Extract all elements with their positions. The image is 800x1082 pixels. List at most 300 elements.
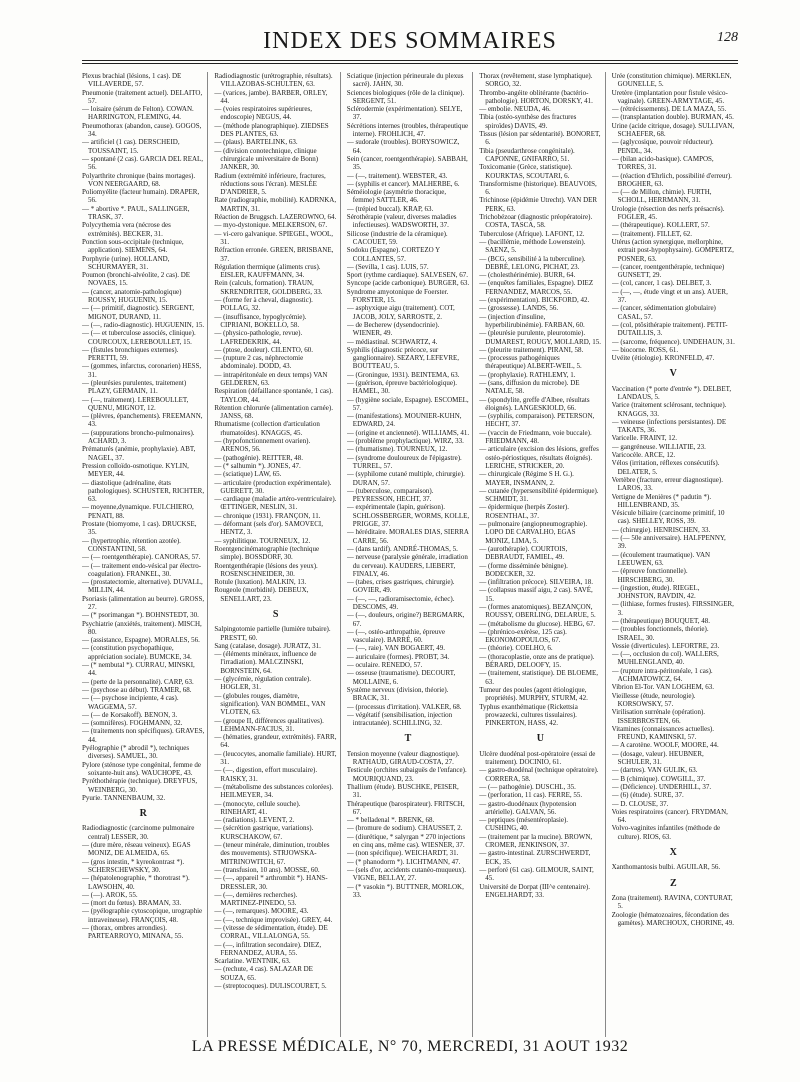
index-entry: Varice (traitement sclérosant, technique). KNAGGS, 33. [611,401,727,418]
index-entry: — (—, traitement). WEBSTER, 43. [346,171,448,180]
index-entry: — (traitements non spécifiques). GRAVES, 44. [82,727,205,744]
index-entry: Pneumonie (traitement actuel). DELAITO, 57. [82,88,203,105]
index-entry: — (rétrécissements). DE LA MAZA, 55. [611,105,727,114]
index-entry: Transformisme (historique). BEAUVOIS, 6. [479,179,597,197]
header-rule [82,60,738,61]
index-entry: Régulation thermique (aliments crus). EISLER, KAUFFMANN, 34. [214,262,321,280]
index-entry: Vertigne de Menières (* padutin *). HILLENBRAND, 35. [611,492,712,509]
index-entry: — (6) (étude). SURE, 37. [611,791,684,800]
index-entry: — (traitement). FILLET, 62. [611,229,692,238]
index-entry: — (cancer, roentgenthérapie, technique) GUNSETT, 29. [611,262,725,280]
index-entry: — (psychose au début). TRAMER, 68. [82,685,192,694]
index-entry: Uretère (implantation pour fistule vésico-vaginale). GREEN-ARMYTAGE, 45. [611,88,728,105]
index-entry: Prostate (biomyome, 1 cas). DRUCKSE, 35. [82,520,197,537]
index-entry: — (forme disséminée bénigne). BODECKER, 32. [479,561,568,578]
index-entry: Pression colloïdo-osmotique. KYLIN, MEYER, 44. [82,461,189,479]
index-entry: Thorax (revêtement, stase lymphatique). SORGO, 32. [479,72,593,89]
index-entry: — (prophylaxie). RATHLEMY, 1. [479,370,576,379]
index-entry: — (thérapeutique). KOLLERT, 57. [611,221,710,230]
index-entry: — (— de Korsakoff). BENON, 3. [82,710,178,719]
index-entry: — (streptocoques). DULISCOURET, 5. [214,982,327,991]
index-entry: — (expérimentation). BICKFORD, 42. [479,296,590,305]
index-entry: Scarlatine. WENTNIK, 63. [214,957,291,966]
index-entry: — (syphilome cutané multiple, chirurgie). DURAN, 57. [346,470,465,487]
index-entry: — (— roentgenthérapie). CANORAS, 57. [82,553,201,562]
index-entry: Sodoku (Espagne). CORTEZO Y COLLANTES, 57. [346,246,440,263]
index-entry: — (sels d'or, accidents cutanéo-muqueux). VIGNE, BELLAY, 27. [346,865,466,883]
index-entry: — gastro-duodénaux (hypotension artérielle). GALVAN, 56. [479,799,577,816]
index-entry: — (collapsus massif aigu, 2 cas). SAVÉ, 15. [479,586,593,603]
index-entry: — (cholesthérinémie). BURR, 64. [479,271,576,280]
index-entry: — (thoracoplastie, onze ans de pratique). BÉRARD, DELOOFY, 15. [479,652,595,670]
index-entry: — gastro-duodénal (technique opératoire). CORRERA, 58. [479,766,599,783]
index-entry: Thrombo-angéite oblitérante (bactério-pathologie). HORTON, DORSKY, 41. [479,88,593,105]
index-entry: — (physico-pathologie, revue). LAFREDEKRIK, 44. [214,329,303,346]
index-entry: Varicelle. FRAINT, 12. [611,434,677,443]
index-entry: — (infiltration précoce). SILVEIRA, 18. [479,578,594,587]
index-title: INDEX DES SOMMAIRES [263,28,557,54]
index-entry: Rotule (luxation). MALKIN, 13. [214,578,307,587]
index-entry: Rétention chlorurée (alimentation carnée). JANSS, 68. [214,403,333,421]
index-entry: — veineuse (infections persistantes). DE TAKATS, 36. [611,417,727,435]
index-entry: — (phrénico-exérèse, 125 cas). EKONOMOPOULOS, 67. [479,627,567,645]
index-entry: Sérothérapie (valeur, diverses maladies infectieuses). WADSWORTH, 37. [346,213,457,230]
index-entry: Vésicule biliaire (carcinome primitif, 10 cas). SHELLEY, ROSS, 39. [611,509,725,526]
index-entry: — (gros intestin, * kyreokontrast *). SCHERSCHEWSKY, 30. [82,857,185,874]
index-entry: — (—, appareil * arthrombit *). HANS-DRESSLER, 30. [214,874,328,891]
index-entry: — (transplantation double). BURMAN, 45. [611,113,734,122]
index-entry: — spontané (2 cas). GARCIA DEL REAL, 56. [82,154,204,172]
index-entry: — cardiaque (maladie artéro-ventriculaire). ŒTTINGER, NESLIN, 31. [214,495,337,512]
index-entry: — (— de Millon, chimie). FURTH, SCHOLL, HERRMANN, 31. [611,188,712,205]
index-entry: — moyenne,dynamique. FULCHIERO, PENATI, 88. [82,503,194,520]
index-entry: Tension moyenne (valeur diagnostique). RATHAUD, GIRAUD-COSTA, 27. [346,749,460,767]
index-entry: — peptiques (mésentéroplasie). CUSHING, 40. [479,816,569,833]
index-entry: — chronique (1931). FRANÇON, 11. [214,511,321,520]
index-entry: — (suppurations broncho-pulmonaires). ACHARD, 3. [82,428,195,446]
index-entry: — (perte de la personnalité). CARP, 63. [82,677,194,686]
index-entry: — vi-cero galvanique. SPIEGEL, WOOL, 31. [214,229,334,246]
index-entry: — (BCG, sensibilité à la tuberculine). DEBRÉ, LELONG, PICHAT, 23. [479,254,586,271]
index-columns [82,72,738,1037]
index-entry: — (—, raie). VAN BOGAERT, 49. [346,644,445,653]
index-entry: — (—, —, étude vingt et un ans). AUER, 37. [611,287,728,305]
index-entry: Vitamines (connaissances actuelles). FREUND, KAMINSKI, 57. [611,724,714,742]
index-entry: — myo-dystonique. MELKERSON, 67. [214,221,328,230]
index-entry: — asphyxique aigu (traitement). COT, JACOB, JOLY, SARROSTE, 2. [346,304,455,321]
index-entry: Sciences biologiques (rôle de la clinique). SERGENT, 51. [346,88,465,105]
index-entry: — (—, digestion, effort musculaire). RAISKY, 31. [214,766,318,783]
index-entry: — (aurothérapie). COURTOIS, DEBRAUDT, FAMIEL, 49. [479,544,568,562]
index-entry: Rougeole (morbidité). DEBEUX, SENELLART, 23. [214,586,309,603]
index-entry: Pyurie. TANNENBAUM, 32. [82,793,166,802]
index-entry: Urologie (résection des nerfs présacrés). FOGLER, 45. [611,204,725,222]
index-entry: Pneumothorax (abandon, cause). GOGOS, 34. [82,121,202,139]
index-entry: Volvo-vaginites infantiles (méthode de culture). RIOS, 63. [611,824,721,841]
index-entry: Psychiatrie (anxiétés, traitement). MISCH, 80. [82,619,202,636]
index-column-4 [479,72,605,1037]
index-entry: — biocorne. ROSS, 61. [611,345,679,354]
journal-footer: LA PRESSE MÉDICALE, N° 70, MERCREDI, 31 AOUT 1932 [191,1038,629,1055]
index-entry: Silicose (industrie de la céramique). CACOUET, 59. [346,229,448,246]
index-entry: Virilisation surrénale (opération). ISSERBROSTEN, 66. [611,708,706,725]
index-entry: Zona (traitement). RAVINA, CONTURAT, 5. [611,893,733,911]
section-letter: S [272,609,279,620]
index-entry: — (cancer, anatomie-pathologique) ROUSSY, HUGUENIN, 15. [82,287,182,305]
index-entry: — (trépied buccal). KRAP, 63. [346,204,434,213]
section-letter: U [536,733,544,745]
index-entry: — (leucocytes, anomalie familiale). HURT, 31. [214,749,337,767]
index-entry: Thallium (étude). BUSCHKE, PEISER, 31. [346,782,459,800]
index-entry: Ulcère duodénal post-opératoire (essai de traitement). DOCINIO, 61. [479,749,596,767]
index-entry: — loisaire (sérum de Felton). COWAN. HARRINGTON, FLEMING, 44. [82,105,194,122]
index-entry: — (sarcome, fréquence). UNDEHAUN, 31. [611,337,735,346]
index-entry: — (éléments minéraux, influence de l'irradiation). MALCZINSKI, BORNSTEIN, 64. [214,650,317,675]
index-entry: — (ptose, douleur). CILENTO, 60. [214,345,314,354]
page-header [82,22,738,62]
index-entry: Système nerveux (division, théorie). BRACK, 31. [346,685,449,703]
index-entry: Radiodiagnostic (urétrographie, résultats). VILLAZOBAS-SCHULTEN, 63. [214,72,333,89]
index-entry: — (radiations). LEVENT, 2. [214,816,295,825]
index-entry: — * abortive *. PAUL, SALLINGER, TRASK, 37. [82,204,190,222]
index-entry: — (rechute, 4 cas). SALAZAR DE SOUZA, 65. [214,965,313,982]
index-entry: — (constitution psychopathique, appréciation sociale). BUMCKE, 34. [82,644,192,661]
index-entry: — (division conotechnique, clinique chirurgicale universitaire de Bonn) JANKER, 30. [214,146,319,172]
index-entry: Vertèbre (fracture, erreur diagnostique). LAROS, 33. [611,475,723,493]
index-entry: Respiration (défaillance spontanée, 1 cas). TAYLOR, 44. [214,387,333,404]
index-entry: Polyarthrite chronique (bains mortages). VON NEERGAARD, 68. [82,171,196,188]
index-entry: — (rupture intra-péritonéale, 1 cas). ACHMATOWICZ, 64. [611,666,713,684]
index-entry: — (écoulement traumatique). VAN LEEUWEN, 63. [611,550,711,567]
index-entry: — (* nembutal *). CURRAU, MINSKI, 44. [82,661,195,678]
index-entry: — (vaccin de Friedmann, voie buccale). FRIEDMANN, 48. [479,428,592,446]
index-entry: Roentgencinématographie (technique simple). BOSSDORF, 30. [214,544,320,562]
index-entry: — (—, ostéo-arthropathie, épreuve vasculaire). BARRÉ, 60. [346,627,445,645]
index-entry: — (bacillémie, méthode Lowenstein). SAENZ, 5. [479,237,586,255]
index-entry: — (teneur minérale, diminution, troubles des mouvements). STRJOWSKA-MITRINOWITCH, 67. [214,841,330,866]
index-entry: Rein (calculs, formation). TRAUN, SKRENDRITER, GOLDBERG, 33. [214,279,323,296]
index-entry: — (hygiène sociale, Espagne). ESCOMEL, 57. [346,395,469,412]
index-entry: Porphyrie (urine). HOLLAND, SCHURMAYER, 31. [82,254,170,271]
index-entry: — (spondylite, greffe d'Albee, résultats éloignés). LANGESKIOLD, 66. [479,395,590,412]
index-entry: — B (chimique). COWGILL, 37. [611,774,706,783]
index-entry: — (— traitement endo-vésical par électro-coagulation). FRANKEL, 30. [82,561,202,578]
index-entry: — (syphilis, comparaison). PETERSON, HECHT, 37. [479,412,595,429]
section-letter: R [139,808,147,820]
index-entry: — pulmonaire (angiopneumographie). LOPO DE CARVALHO, EGAS MONIZ, LIMA, 5. [479,520,588,545]
index-entry: — (non spécifique). WEICHARDT, 31. [346,849,459,858]
index-entry: — (sécrétion gastrique, variations). KURSCHAKOW, 67. [214,824,314,841]
index-entry: — (voies respiratoires supérieures, endoscopie) NEGUS, 44. [214,105,312,122]
index-entry: — (troubles fonctionnels, théorie). ISRAEL, 30. [611,625,709,642]
index-entry: — (traitement par la mucine). BROWN, CROMER, JENKINSON, 37. [479,832,593,850]
index-entry: — (insuffisance, hypoglycémie). CIPRIANI, BOKELLO, 58. [214,312,307,329]
index-entry: — (rhumatisme). TOURNEUX, 12. [346,445,448,454]
index-entry: Urée (constitution chimique). MERKLEN, GOUNELLE, 5. [611,72,732,89]
index-entry: — (sciatique) LAW, 65. [214,470,282,479]
index-entry: — articulaire (production expérimentale). GUERETT, 30. [214,478,332,495]
index-entry: — chirurgicale (Régime S H. G.). MAYER, INSMANN, 2. [479,470,574,487]
index-entry: Université de Dorpat (III^e centenaire). ENGELHARDT, 33. [479,882,590,899]
index-entry: Tibia (ostéo-synthèse des fractures spiroïdes) DAVIS, 49. [479,113,577,130]
index-entry: — (chirurgie). HENRISCHEN, 33. [611,525,711,534]
index-entry: Ponction sous-occipitale (technique, application). SIEMENS, 64. [82,237,184,255]
index-entry: — osseuse (traumatisme). DECOURT, MOLLAINE, 6. [346,669,456,686]
index-entry: Thérapeutique (barospirateur). FRITSCH, 67. [346,799,465,816]
index-entry: Psoriasis (alimentation au beurre). GROSS, 27. [82,594,205,611]
index-entry: — épidermique (herpès Zoster). ROSENTHAL, 37. [479,503,569,520]
index-entry: Sein (cancer, roentgenthérapie). SABBAH, 35. [346,154,468,172]
index-entry: Plexus brachial (lésions, 1 cas). DE VILLAVERDE, 57. [82,72,182,89]
index-entry: — cutanée (hypersensibilité épidermique). SCHMIDT, 31. [479,486,599,504]
index-entry: — A carotène. WOOLF, MOORE, 44. [611,741,719,750]
index-entry: — médiastinal. SCHWARTZ, 4. [346,337,438,346]
index-entry: — (* salhumin *). JONES, 47. [214,461,301,470]
index-entry: — (processus d'irritation). VALKER, 68. [346,702,462,711]
index-entry: Zoologie (hématozoaires, fécondation des gamètes). MARCHOUX, CHORINE, 49. [611,910,735,927]
section-letter: X [669,847,677,859]
index-entry: — oculaire. RENEDO, 57. [346,661,423,670]
index-entry: — (tuberculose, comparaison). PEYRESSON, HECHT, 37. [346,486,434,504]
index-entry: Vibrion El-Tor. VAN LOGHEM, 63. [611,683,715,692]
index-entry: — (monocyte, cellule souche). RINEHART, 41. [214,799,301,816]
section-letter: Z [669,877,677,889]
index-entry: — (gommes, infarctus, coronarien) HESS, 31. [82,362,202,379]
index-entry: — (métabolisme du glucose). HEBG, 67. [479,619,596,628]
index-entry: Trichobézoar (diagnostic préopératoire). COSTA, TASCA, 58. [479,213,593,230]
index-entry: — (perforation, 11 cas). FERRE, 55. [479,791,583,800]
index-entry: Syndrome amyotonique de Foerster. FORSTER, 15. [346,287,449,305]
index-entry: — (* psorimangan *). BOHNSTEDT, 30. [82,611,199,620]
page-number: 128 [717,30,738,45]
index-entry: Sciatique (injection périneurale du plexus sacré). JAHN, 30. [346,72,464,89]
index-entry: Polycythemia vera (nécrose des extrémités). BECKER, 31. [82,221,171,238]
index-entry: — (dartres). VAN GULIK, 63. [611,766,698,775]
index-entry: — (hypofonctionnement ovarien). ARENOS, 56. [214,437,311,454]
index-entry: — (aglycosique, pouvoir réducteur). PENDL, 34. [611,138,714,155]
index-entry: — (—, technique improvisée). GREY, 44. [214,915,333,924]
index-entry: Pyélographie (* abrodil *), techniques diverses). SAMUEL, 30. [82,744,190,761]
index-entry: — (somnifères). FOGHMANN, 32. [82,719,183,728]
index-entry: Typhus exanthématique (Rickettsia prowazecki, cultures tissulaires). PINKERTON, HASS, 42. [479,702,578,728]
index-entry: — (processus pathogéniques thérapeutique) ALBERT-WEIL, 5. [479,354,582,371]
index-column-3 [347,72,473,1037]
index-entry: Uvéite (étiologie). KRONFELD, 47. [611,354,715,363]
index-entry: Sclérodermie (expérimentation). SELYE, 37. [346,105,463,122]
index-entry: — (hépatolenographie, * thorotrast *). LAWSOHN, 40. [82,874,190,891]
index-column-1 [82,72,208,1037]
index-entry: Rhumatisme (collection d'articulation rhumatoïdes). KNAGGS, 45. [214,420,320,437]
index-entry: — (réaction d'Ehrlich, possibilité d'erreur). BROGHER, 63. [611,171,732,188]
index-entry: — (—, infiltration secondaire). DIEZ, FERNANDEZ, AURA, 55. [214,940,322,957]
index-entry: Pylore (sténose type congénital, femme de soixante-huit ans). WAUCHOPE, 43. [82,760,201,777]
index-entry: — (grossesse). LANDS, 56. [479,304,559,313]
index-entry: — (cancer, sédimentation globulaire) CASAL, 57. [611,304,716,321]
index-entry: — (forme fer à cheval, diagnostic). POLLAG, 32. [214,296,313,313]
index-entry: — (— primitif, diagnostic). SERGENT, MIGNOT, DURAND, 11. [82,304,195,321]
index-entry: — (vitesse de sédimentation, étude). DE CORRAL, VILLALONGA, 55. [214,923,328,941]
index-entry: — (méthode planographique). ZIEDSES DES PLANTES, 63. [214,121,329,139]
index-entry: Vaccination (* porte d'entrée *). DELBET, LANDAUS, 5. [611,384,732,401]
index-entry: — expérimentale (lapin, guérison). SCHLOSSBERGER, WORMS, KOLLE, PRIGGE, 37. [346,503,470,529]
index-entry: Tibia (pseudarthrose congénitale). CAPONNE, GNIFARRO, 51. [479,146,575,163]
index-entry: — (mort du fœtus). BRAMAN, 33. [82,899,182,908]
index-entry: Tumeur des poules (agent étiologique, propriétés). MURPHY, STURM, 42. [479,685,588,703]
index-entry: — (formes anatomiques). BEZANÇON, ROUSSY, OBERLING, DELARUE, 5. [479,603,596,620]
index-entry: — (— 50e anniversaire). HALFPENNY, 39. [611,534,726,551]
index-entry: — (bilan acido-basique). CAMPOS, TORRES, 31. [611,154,714,172]
index-entry: — (bromure de sodium). CHAUSSET, 2. [346,824,463,833]
index-entry: Rate (radiographie, mobilité). KADRNKA, MARTIN, 31. [214,196,337,213]
index-entry: — (plèvres, épanchements). FREEMANN, 43. [82,412,203,429]
index-entry: Trichinose (épidémie Utrecht). VAN DER PERK, 63. [479,196,598,213]
index-entry: — (tabes, crises gastriques, chirurgie). GOVIER, 49. [346,578,455,595]
index-entry: Salpingotomie partielle (lumière tubaire). PRESTT, 60. [214,625,331,642]
index-entry: — (—, dernières recherches). MARTINEZ-PINEDO, 53. [214,890,298,908]
index-entry: — (dans tardif). ANDRÉ-THOMAS, 5. [346,544,458,553]
index-entry: — (Sevilla, 1 cas). LUIS, 57. [346,262,429,271]
index-entry: Toxicomanie (Grèce, statistique). KOURKTAS, SCOUTARI, 6. [479,163,573,180]
index-entry: — nerveuse (paralysie générale, irradiation du cerveau). KAUDERS, LIEBERT, FINALY, 46. [346,553,468,578]
index-entry: — (syphilis et cancer). MALHERBE, 6. [346,179,460,188]
index-entry: Xanthomantosis bulbi. AGUILAR, 56. [611,863,721,872]
index-entry: Urine (acide citrique, dosage). SULLIVAN, SCHAEFER, 68. [611,121,735,139]
index-entry: — (— psychose incipiente, 4 cas). WAGGEMA, 57. [82,694,179,711]
index-entry: Tuberculose (Afrique). LAFONT, 12. [479,229,585,238]
index-entry: — * belladenal *. BRENK, 68. [346,816,435,825]
index-entry: — (manifestations). MOUNIER-KUHN, EDWARD, 24. [346,412,462,429]
index-entry: — D. CLOUSE, 37. [611,799,669,808]
index-entry: — (syndrome douloureux de l'épigastre). TURREL, 57. [346,453,462,470]
index-entry: Syncope (acide carbonique). BURGER, 63. [346,279,470,288]
index-entry: — (* vasokin *). BUTTNER, MORLOK, 33. [346,882,464,899]
index-entry: — (col, ptôsithérapie traitement). PETIT-DUTAILLIS, 3. [611,320,728,338]
index-entry: — (sans, diffusion du microbe). DE NATALE, 58. [479,378,580,396]
index-entry: — héréditaire. MORALES DIAS, SIERRA CARRE, 56. [346,528,469,545]
index-entry: — (plaus). BARTELINK, 63. [214,138,298,147]
index-entry: Sport (rythme cardiaque). SALVESEN, 67. [346,271,469,280]
index-entry: — (—, traitement). LEREBOULLET, QUENU, MIGNOT, 12. [82,395,189,412]
index-entry: — (pleurésie purulente, pleurotomie). DUMAREST, ROUGY, MOLLARD, 15. [479,329,602,346]
index-entry: — (hématies, grandeur, extrémités). FARR, 64. [214,733,337,750]
index-entry: — (groupe II, différences qualitatives). LEHMANN-FACIUS, 31. [214,716,324,733]
header-rule-secondary [82,63,738,64]
index-entry: Vélos (irritation, réflexes consécutifs). DELATER, 5. [611,459,720,476]
index-entry: — (— et tuberculose associés, clinique). COURCOUX, LEREBOULLET, 15. [82,329,196,346]
index-entry: — (dosage, valeur). HEUBNER, SCHULER, 31. [611,749,704,767]
index-entry: — (* phanodorm *). LICHTMANN, 47. [346,857,461,866]
index-entry: — déformant (sels d'or). SAMOVECI, HENTZ, 3. [214,520,323,537]
index-entry: Tissus (lésion par sédentarité). BONORET, 6. [479,130,601,147]
index-entry: — syphilitique. TOURNEUX, 12. [214,536,311,545]
index-entry: — (varices, jambe). BARBER, ORLEY, 44. [214,88,328,105]
section-letter: T [404,733,412,745]
index-entry: — (—, remarques). MOORE, 43. [214,907,309,916]
index-entry: Sécrétions internes (troubles, thérapeutique interne). FROHLICH, 47. [346,121,469,139]
index-entry: — embolie. NEUDA, 46. [479,105,551,114]
index-entry: Vieillesse (étude, neurologie). KORSOWSKY, 57. [611,691,696,708]
index-entry: Radium (extrémité inférieure, fractures, réductions sous l'écran). MESLÉE D'ANDRIER, 5. [214,171,326,197]
index-entry: Varicocèle. ARCE, 12. [611,451,676,460]
index-entry: — perforé (61 cas). GILMOUR, SAINT, 45. [479,865,594,883]
index-entry: Pyréthothérapie (technique). DREYFUS, WEINBERG, 30. [82,777,198,794]
index-entry: — (assistance, Espagne). MORALES, 56. [82,636,200,645]
index-entry: — (traitement, statistique). DE BLOEME, 63. [479,669,598,686]
index-entry: — (injection d'insuline, hyperbilirubinémie). FARBAN, 60. [479,312,585,329]
index-entry: — (lithiase, formes frustes). FIRSSINGER, 3. [611,600,734,617]
index-entry: — (Déficience). UNDERHILL, 37. [611,782,712,791]
index-entry: — (—). AROK, 55. [82,890,138,899]
index-entry: Prématurés (anémie, prophylaxie). ABT, NAGEL, 37. [82,445,196,462]
index-entry: — gangréneuse. WILLIATIE, 23. [611,442,706,451]
index-entry: — intrapéritonéale en deux temps) VAN GELDEREN, 63. [214,370,328,387]
index-entry: Réfraction erronée. GREEN, BRISBANE, 37. [214,246,334,263]
index-entry: — articulaire (excision des lésions, greffes ostéo-périostiques, résultats éloignés). LERICHE, STRICKER, 20. [479,445,599,470]
index-entry: — (transfusion, 10 ans). MOSSE, 60. [214,865,320,874]
index-entry: — (—, radio-diagnostic). HUGUENIN, 15. [82,320,205,329]
index-entry: Séméiologie (asymétrie thoracique, femme) SATTLER, 46. [346,188,447,205]
section-letter: V [669,368,677,380]
index-entry: — (guérison, épreuve bactériologique). HAMEL, 30. [346,378,458,396]
index-entry: Utérus (action synergique, mellorphine, extrait post-hypophysaire). GOMPERTZ, POSNER, 63. [611,237,734,263]
index-entry: — (thérapeutique) BOUQUET, 48. [611,617,711,625]
index-entry: — sudorale (troubles). BORYSOWICZ, 64. [346,138,460,155]
index-entry: Roentgenthérapie (lésions des yeux). ROSENSCHNEIDER, 30. [214,561,318,578]
index-entry: — (thorax, ombres arrondies). PARTEARROYO, MINANA, 55. [82,923,184,941]
index-entry: — (pathogénie). REITTER, 48. [214,453,304,462]
index-entry: Testicule (orchites subaiguës de l'enfance). MOURIQUAND, 23. [346,766,467,783]
index-entry: Voies respiratoires (cancer). FRYDMAN, 64. [611,807,728,825]
index-entry: — de Becherew (dysendocrinie). WIENER, 49. [346,320,440,338]
index-entry: — (problème prophylactique). WIRZ, 33. [346,437,464,446]
index-entry: Poumon (bronchi-alvéolite, 2 cas). DE NOVAES, 15. [82,271,191,288]
index-entry: — (origine et ancienneté). WILLIAMS, 41. [346,428,470,437]
index-entry: — artificiel (1 cas). DERSCHEID, TOUSSAINT, 15. [82,138,180,155]
index-entry: — (col, cancer, 1 cas). DELBET, 3. [611,279,712,288]
index-entry: — (ingestion, étude). RIEGEL, JOHNSTON, RAVDIN, 42. [611,583,700,601]
index-entry: Sang (catalase, dosage). JURATZ, 31. [214,641,321,650]
index-entry: — (dure mère, réseau veineux). EGAS MONIZ, DE ALMEIDA, 65. [82,841,191,858]
index-column-2 [214,72,340,1037]
index-entry: — végétatif (sensibilisation, injection intracutanée). SCHILLING, 32. [346,710,453,728]
index-entry: — auriculaire (formes). PROBT, 34. [346,652,450,661]
index-entry: — diastolique (adrénaline, états pathologiques). SCHUSTER, RICHTER, 63. [82,478,205,504]
index-entry: — gastro-intestinal. ZURSCHWERDT, ECK, 35. [479,849,591,866]
index-entry: — (glycémie, régulation centrale). HOGLER, 31. [214,675,311,692]
index-column-5 [612,72,738,1037]
index-entry: Vessie (diverticules). LEFORTRE, 23. [611,641,720,650]
index-entry: — (métabolisme des substances colorées). HEILMEYER, 34. [214,782,334,800]
index-entry: — (diurétique, * salyrgan * 270 injections en cinq ans, même cas). WIESNER, 37. [346,832,466,850]
index-entry: — (—, occlusion du col). WALLERS, MUHLENGLAND, 40. [611,650,719,667]
index-entry: — (pleurésies purulentes, traitement) PLAZY, GERMAIN, 11. [82,378,187,396]
index-entry: — (globules rouges, diamètre, signification). VAN BOMMEL, VAN VLOTEN, 63. [214,691,326,717]
index-entry: Réaction de Bruggsch. LAZEROWNO, 64. [214,213,337,222]
index-entry: — (pleurite traitement). PIRANI, 58. [479,345,584,354]
index-entry: — (fistules bronchiques externes). PERETTI, 59. [82,345,179,363]
index-entry: — (— pathogénie). DUSCHL, 35. [479,782,576,791]
index-entry: — (théorie). COELHO, 6. [479,644,553,653]
index-entry: — (Groningue, 1931). BEINTEMA, 63. [346,370,460,379]
index-entry: Poliomyélite (facteur humain). DRAPER, 56. [82,188,200,205]
index-entry: Syphilis (diagnostic précoce, sur ganglionnaire). SEZARY, LEFEVRE, BOUTTEAU, 5. [346,345,460,371]
index-entry: — (rupture 2 cas, néphrectomie abdominale). DODD, 43. [214,354,304,371]
index-entry: — (—, douleurs, origine?) BERGMARK, 67. [346,611,465,628]
index-entry: — (pyélographie cytoscopique, urographie intraveineuse). FRANÇOIS, 48. [82,907,203,924]
index-entry: — (—, —, radioramisectomie, échec). DESCOMS, 49. [346,594,455,611]
index-entry: — (hypertrophie, rétention azotée). CONSTANTINI, 58. [82,536,181,553]
index-entry: — (prostatectomie, alternative). DUVALL, MILLIN, 44. [82,578,203,595]
